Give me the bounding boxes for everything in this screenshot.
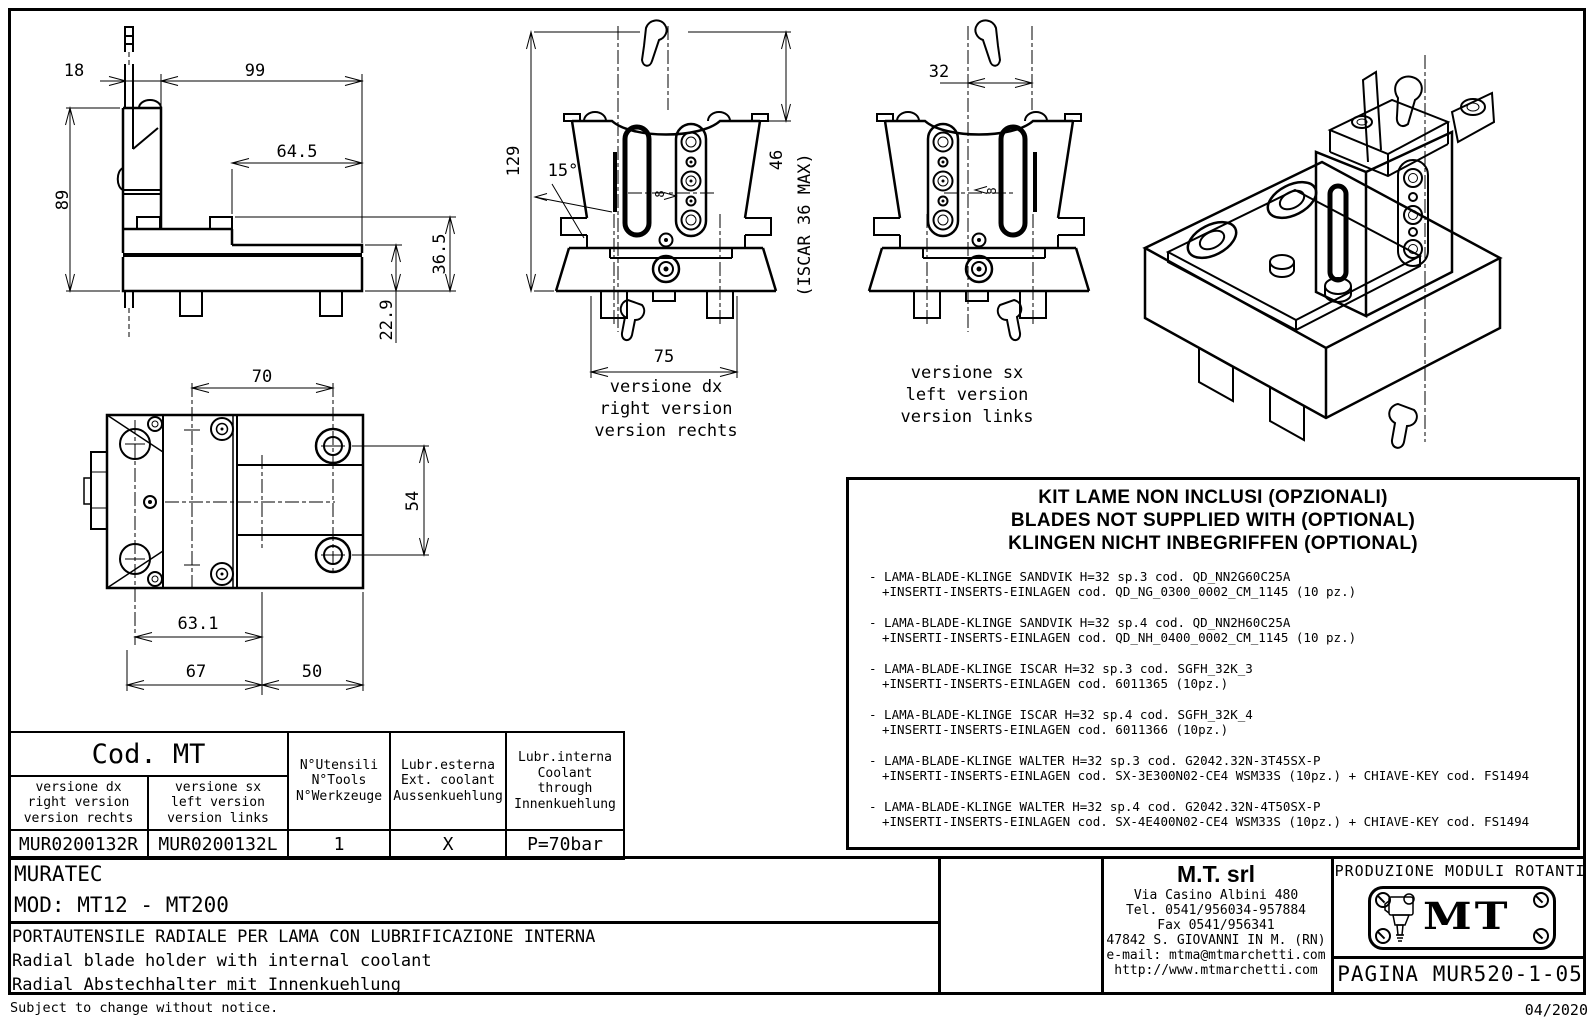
dim-shelf-width: 64.5: [276, 142, 318, 162]
side-dimensions: [53, 61, 456, 343]
col-header-tools: N°Utensili N°Tools N°Werkzeuge: [288, 732, 390, 830]
kit-title: KIT LAME NON INCLUSI (OPZIONALI) BLADES NOT SUPPLIED WITH (OPTIONAL) KLINGEN NICHT INBEGRIFFEN (OPTIONAL): [1008, 487, 1418, 554]
dim-clamp-angle: 15°: [547, 161, 579, 181]
manufacturer-block: [1101, 861, 1331, 978]
kit-item: - LAMA-BLADE-KLINGE WALTER H=32 sp.3 cod. G2042.32N-3T45SX-P +INSERTI-INSERTS-EINLAGEN cod. SX-3E300N02-CE4 WSM33S (10pz.) + CHIAVE-KEY cod. FS1494: [869, 753, 1530, 783]
view-isometric: [1145, 55, 1500, 448]
dim-shelf-height: 36.5: [430, 233, 450, 275]
dim-right-width: 50: [301, 662, 323, 682]
footer-notice: Subject to change without notice.: [10, 1000, 279, 1016]
production-header: PRODUZIONE MODULI ROTANTI: [1334, 862, 1586, 880]
code-dx: MUR0200132R: [9, 830, 148, 859]
kit-items: [849, 569, 1577, 829]
dim-plate-height: 22.9: [377, 299, 397, 341]
mt-logo-text: MT: [1423, 894, 1511, 939]
kit-item: - LAMA-BLADE-KLINGE SANDVIK H=32 sp.4 cod. QD_NN2H60C25A +INSERTI-INSERTS-EINLAGEN cod. QD_NH_0400_0002_CM_1145 (10 pz.): [869, 615, 1357, 645]
screw-circles-sx: [934, 133, 953, 230]
col-header-dx: versione dx right version version rechts: [9, 776, 148, 830]
dim-total-height: 129: [504, 145, 524, 177]
code-tools: 1: [288, 830, 390, 859]
kit-box: [846, 477, 1580, 850]
dim-blade-width-dx: 8: [653, 190, 667, 198]
view-plan: [84, 367, 429, 695]
screw-icon: [1533, 928, 1549, 944]
caption-dx: [594, 377, 737, 441]
col-header-int-coolant: Lubr.interna Coolant through Innenkuehlung: [506, 732, 624, 830]
dim-blade-offset: 18: [63, 61, 85, 81]
dim-top-height: 46: [767, 149, 787, 171]
kit-item: - LAMA-BLADE-KLINGE ISCAR H=32 sp.3 cod. SGFH_32K_3 +INSERTI-INSERTS-EINLAGEN cod. 6011365 (10pz.): [869, 661, 1253, 691]
code-ext-coolant: X: [390, 830, 506, 859]
screw-icon: [1533, 892, 1549, 908]
caption-sx: [900, 363, 1033, 427]
kit-item: - LAMA-BLADE-KLINGE WALTER H=32 sp.4 cod. G2042.32N-4T50SX-P +INSERTI-INSERTS-EINLAGEN cod. SX-4E400N02-CE4 WSM33S (10pz.) + CHIAVE-KEY cod. FS1494: [869, 799, 1530, 829]
svg-text:version rechts: version rechts: [594, 421, 738, 441]
dim-bolt-spacing-x: 70: [251, 367, 273, 387]
page-number: PAGINA MUR520-1-05: [1337, 962, 1583, 986]
titleblock-top-rule: [8, 856, 1586, 859]
svg-text:version links: version links: [900, 407, 1034, 427]
code-int-coolant: P=70bar: [506, 830, 624, 859]
svg-text:right version: right version: [599, 399, 733, 419]
col-header-ext-coolant: Lubr.esterna Ext. coolant Aussenkuehlung: [390, 732, 506, 830]
view-front-dx: [504, 20, 815, 441]
dim-body-height: 89: [53, 189, 73, 211]
svg-text:left version: left version: [905, 385, 1029, 405]
svg-text:versione dx: versione dx: [609, 377, 723, 397]
view-front-sx: [869, 20, 1089, 427]
dim-blade-offset-sx: 32: [928, 62, 950, 82]
dim-bolt-spacing-y: 54: [403, 490, 423, 512]
mt-logo: [1368, 886, 1556, 950]
footer-date: 04/2020: [1524, 1001, 1588, 1019]
dim-base-width: 75: [653, 347, 675, 367]
manufacturer-name: M.T. srl: [1177, 861, 1255, 887]
svg-text:versione sx: versione sx: [910, 363, 1024, 383]
rotary-module-icon: [1379, 889, 1425, 947]
code-table: [8, 731, 625, 860]
part-description: PORTAUTENSILE RADIALE PER LAMA CON LUBRIFICAZIONE INTERNA Radial blade holder with internal coolant Radial Abstechhalter mit Innenkuehlung: [12, 927, 596, 995]
view-side-elevation: [53, 27, 456, 343]
dim-left-width: 67: [185, 662, 207, 682]
dim-body-width: 99: [244, 61, 266, 81]
model-number: MOD: MT12 - MT200: [14, 893, 229, 917]
code-table-title: Cod. MT: [9, 732, 288, 776]
titleblock-left-rule: [8, 921, 941, 924]
kit-item: - LAMA-BLADE-KLINGE SANDVIK H=32 sp.3 cod. QD_NN2G60C25A +INSERTI-INSERTS-EINLAGEN cod. QD_NG_0300_0002_CM_1145 (10 pz.): [869, 569, 1357, 599]
screw-circles-dx: [682, 133, 701, 230]
front-dx-dimensions: [504, 32, 815, 378]
code-sx: MUR0200132L: [148, 830, 288, 859]
customer-name: MURATEC: [14, 862, 103, 886]
kit-item: - LAMA-BLADE-KLINGE ISCAR H=32 sp.4 cod. SGFH_32K_4 +INSERTI-INSERTS-EINLAGEN cod. 6011366 (10pz.): [869, 707, 1253, 737]
titleblock-right-rule: [1331, 956, 1586, 959]
iscar-note: (ISCAR 36 MAX): [795, 153, 815, 297]
col-header-sx: versione sx left version version links: [148, 776, 288, 830]
dim-blade-length: 63.1: [177, 614, 219, 634]
titleblock-divider-1: [938, 858, 941, 995]
manufacturer-address: Via Casino Albini 480 Tel. 0541/956034-957884 Fax 0541/956341 47842 S. GIOVANNI IN M. (RN) e-mail: mtma@mtmarchetti.com http://www.mtmarchetti.com: [1106, 888, 1326, 978]
dim-blade-width-sx: 8: [985, 187, 999, 195]
